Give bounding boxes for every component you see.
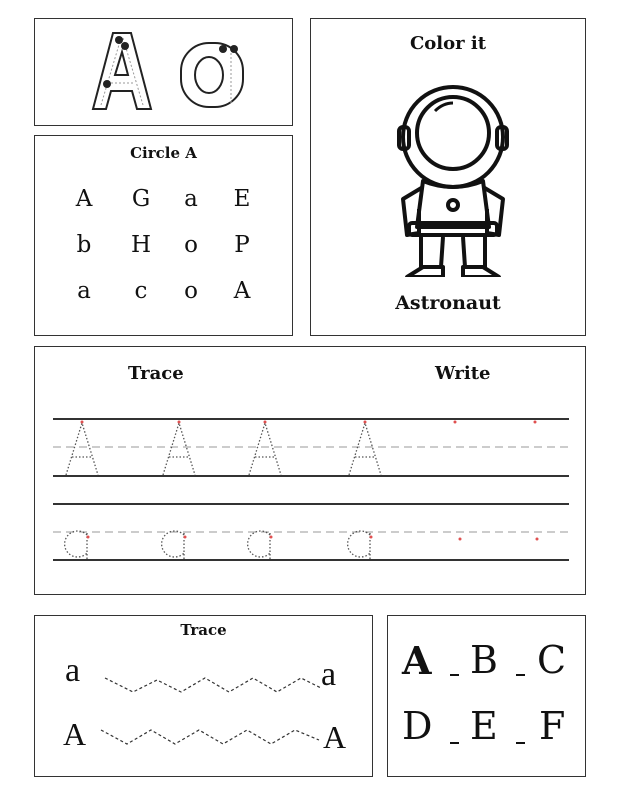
sequence-box (387, 615, 586, 777)
color-it-title: Color it (409, 33, 487, 54)
circle-letter[interactable]: b (76, 232, 92, 258)
blank-line[interactable] (516, 742, 525, 744)
zigzag-trace-box (34, 615, 373, 777)
astronaut-icon[interactable] (311, 77, 585, 277)
blank-line[interactable] (450, 674, 459, 676)
circle-letter[interactable]: A (75, 186, 93, 212)
sequence-letter: D (402, 704, 433, 748)
zigzag-lines[interactable] (35, 616, 372, 776)
tracing-lines[interactable] (35, 347, 585, 594)
circle-letter[interactable]: a (184, 186, 198, 212)
circle-letter[interactable]: G (131, 186, 151, 212)
circle-letter[interactable]: o (184, 278, 198, 304)
blank-line[interactable] (516, 674, 525, 676)
sequence-letter: F (539, 704, 566, 748)
sequence-letter: B (470, 638, 498, 682)
lower-a-right: a (321, 656, 337, 693)
circle-letter[interactable]: c (134, 278, 148, 304)
lower-a-left: a (65, 652, 81, 689)
color-it-box (310, 18, 586, 336)
zigzag-trace-title: Trace (180, 621, 227, 639)
sequence-letter: E (470, 704, 498, 748)
write-label: Write (435, 363, 491, 384)
trace-write-box (34, 346, 586, 595)
circle-letter[interactable]: E (233, 186, 251, 212)
blank-line[interactable] (450, 742, 459, 744)
upper-a-left: A (63, 716, 87, 752)
circle-letter[interactable]: P (234, 232, 250, 258)
circle-letter[interactable]: A (233, 278, 251, 304)
stroke-guide-box (34, 18, 293, 126)
circle-letter[interactable]: H (130, 232, 152, 258)
circle-a-title: Circle A (130, 144, 197, 162)
circle-letter[interactable]: a (77, 278, 91, 304)
circle-letter[interactable]: o (184, 232, 198, 258)
circle-a-box (34, 135, 293, 336)
sequence-letter: C (537, 638, 567, 682)
sequence-letter: A (402, 638, 432, 683)
letter-a-stroke-guide-icon (35, 19, 292, 125)
upper-a-right: A (323, 719, 347, 755)
trace-label: Trace (128, 363, 184, 384)
astronaut-caption: Astronaut (395, 292, 501, 314)
